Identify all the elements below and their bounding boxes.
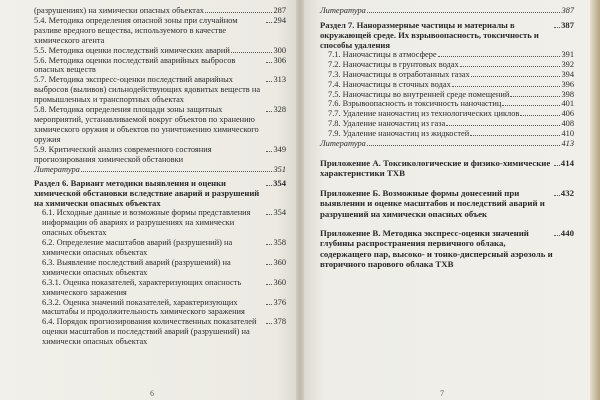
dot-leader — [502, 105, 560, 106]
dot-leader — [446, 125, 560, 126]
dot-leader — [367, 12, 561, 13]
dot-leader — [554, 195, 560, 196]
toc-entry-title: 7.5. Наночастицы во внутренней среде помещений — [328, 89, 510, 99]
page-number-left: 6 — [150, 389, 154, 398]
dot-leader — [367, 145, 561, 146]
toc-entry-title: 5.5. Методика оценки последствий химических аварий — [34, 45, 230, 55]
toc-entry — [320, 119, 574, 129]
toc-entry-title: 5.8. Методика определения площади зоны защитных мероприятий, устанавливаемой вокруг объектов по хранению химического оружия и объектов по уничтожению химического оружия — [34, 105, 259, 144]
toc-list-left — [34, 6, 286, 347]
toc-entry-page: 387 — [561, 6, 574, 15]
toc-entry-page: 398 — [561, 89, 574, 99]
toc-entry-title: Литература — [320, 6, 366, 15]
toc-entry — [34, 298, 286, 318]
toc-entry-page: 328 — [273, 105, 286, 115]
dot-leader — [266, 244, 272, 245]
toc-entry-page: 401 — [561, 99, 574, 109]
toc-entry-page: 406 — [561, 109, 574, 119]
toc-entry — [320, 80, 574, 90]
toc-entry — [34, 238, 286, 258]
toc-entry — [320, 139, 574, 149]
dot-leader — [205, 12, 272, 13]
book-edge-right — [590, 0, 600, 400]
toc-entry-page: 432 — [560, 187, 574, 198]
toc-entry-page: 287 — [273, 6, 286, 15]
toc-entry-page: 306 — [273, 55, 286, 65]
toc-entry — [320, 129, 574, 139]
right-page — [300, 0, 600, 400]
toc-entry-title: 5.7. Методика экспресс-оценки последствий аварийных выбросов (выливов) сильнодействующих ядовитых веществ на промышленных и транспортных объектах — [34, 75, 261, 105]
dot-leader — [231, 52, 273, 53]
toc-entry-title: Приложение В. Методика экспресс-оценки значений глубины распространения первичного облака, содержащего пар, высоко- и тонко-дисперсный аэрозоль и вторичного парового облака ТХВ — [320, 228, 553, 270]
toc-entry-title: 6.4. Порядок прогнозирования количественных показателей оценки масштабов и последствий аварий (разрушений) на химически опасных объектах — [42, 317, 257, 347]
toc-entry-title: 6.3. Выявление последствий аварий (разрушений) на химически опасных объектах — [42, 257, 231, 277]
dot-leader — [266, 151, 272, 152]
dot-leader — [266, 81, 272, 82]
toc-entry-title: 7.7. Удаление наночастиц из технологических циклов — [328, 109, 520, 119]
dot-leader — [266, 323, 272, 324]
dot-leader — [266, 22, 272, 23]
toc-entry-title: Литература — [34, 164, 80, 174]
dot-leader — [554, 235, 560, 236]
toc-entry-title: 5.4. Методика определения опасной зоны при случайном разливе вредного вещества, используемого в качестве химического агента — [34, 15, 238, 45]
toc-entry-title: 7.8. Удаление наночастиц из газа — [328, 119, 446, 129]
toc-entry-title: 7.3. Наночастицы в отработанных газах — [328, 69, 470, 79]
toc-entry-title: Приложение А. Токсикологические и физико-химические характеристики ТХВ — [320, 157, 551, 179]
toc-list-right — [320, 6, 574, 270]
toc-entry-title: 6.2. Определение масштабов аварий (разрушений) на химически опасных объектах — [42, 238, 233, 258]
toc-entry-title: 5.6. Методика оценки последствий аварийных выбросов опасных веществ — [34, 55, 236, 75]
toc-entry-title: Раздел 7. Наноразмерные частицы и материалы в окружающей среде. Их взрывоопасность, токсичность и способы удаления — [320, 19, 539, 50]
toc-entry — [320, 188, 574, 219]
toc-entry-title: 6.3.2. Оценка значений показателей, характеризующих масштабы и продолжительность химического заражения — [42, 297, 245, 317]
toc-entry-page: 294 — [273, 15, 286, 25]
dot-leader — [460, 66, 561, 67]
toc-entry-page: 313 — [273, 75, 286, 85]
dot-leader — [266, 264, 272, 265]
page-number-right: 7 — [440, 389, 444, 398]
toc-entry — [34, 178, 286, 208]
dot-leader — [470, 135, 560, 136]
toc-entry-page: 408 — [561, 119, 574, 129]
toc-entry-page: 351 — [273, 164, 286, 174]
dot-leader — [471, 76, 561, 77]
dot-leader — [266, 304, 272, 305]
toc-entry — [320, 50, 574, 60]
toc-entry-title: Приложение Б. Возможные формы донесений при выявлении и оценке масштабов и последствий аварий и разрушений на химически опасных объек — [320, 187, 545, 219]
toc-entry — [34, 16, 286, 46]
dot-leader — [554, 165, 560, 166]
toc-entry — [34, 46, 286, 56]
toc-entry — [34, 278, 286, 298]
toc-entry-page: 360 — [273, 257, 286, 267]
toc-entry-page: 349 — [273, 144, 286, 154]
toc-entry — [34, 105, 286, 145]
dot-leader — [554, 27, 560, 28]
toc-entry-page: 300 — [273, 45, 286, 55]
dot-leader — [438, 56, 561, 57]
dot-leader — [266, 111, 272, 112]
toc-entry-page: 410 — [561, 129, 574, 139]
toc-entry — [320, 60, 574, 70]
toc-entry-page: 354 — [273, 178, 286, 189]
toc-entry-title: 6.3.1. Оценка показателей, характеризующих опасность химического заражения — [42, 277, 242, 297]
toc-entry — [320, 158, 574, 179]
toc-entry-title: Литература — [320, 139, 366, 149]
book-gutter — [296, 0, 304, 400]
toc-entry — [320, 70, 574, 80]
toc-entry-title: 7.6. Взрывоопасность и токсичность наночастиц — [328, 99, 502, 109]
dot-leader — [266, 185, 272, 186]
toc-entry-page: 378 — [273, 317, 286, 327]
toc-entry-page: 396 — [561, 79, 574, 89]
toc-entry-page: 414 — [560, 157, 574, 168]
toc-entry — [320, 90, 574, 100]
toc-entry — [34, 6, 286, 16]
toc-entry — [34, 317, 286, 347]
dot-leader — [266, 62, 272, 63]
toc-entry — [320, 99, 574, 109]
toc-entry — [320, 109, 574, 119]
dot-leader — [81, 171, 273, 172]
toc-entry-title: (разрушениях) на химически опасных объектах — [34, 6, 204, 15]
toc-entry-page: 391 — [561, 49, 574, 59]
toc-entry — [34, 165, 286, 175]
toc-entry-title: Раздел 6. Вариант методики выявления и оценки химической обстановки вследствие аварий и разрушений на химически опасных объектах — [34, 178, 260, 209]
dot-leader — [510, 96, 560, 97]
toc-entry-page: 358 — [273, 238, 286, 248]
toc-entry-page: 360 — [273, 277, 286, 287]
dot-leader — [266, 284, 272, 285]
toc-entry-page: 392 — [561, 59, 574, 69]
toc-entry — [34, 208, 286, 238]
toc-entry-title: 7.4. Наночастицы в сточных водах — [328, 79, 451, 89]
toc-entry-title: 7.1. Наночастицы в атмосфере — [328, 49, 437, 59]
toc-entry-title: 7.9. Удаление наночастиц из жидкостей — [328, 129, 470, 139]
toc-entry — [34, 145, 286, 165]
dot-leader — [520, 115, 560, 116]
toc-entry-page: 440 — [560, 228, 574, 238]
toc-entry-page: 376 — [273, 297, 286, 307]
toc-entry-page: 394 — [561, 69, 574, 79]
toc-entry-title: 7.2. Наночастицы в грунтовых водах — [328, 59, 459, 69]
toc-entry-title: 5.9. Критический анализ современного состояния прогнозирования химической обстановки — [34, 144, 212, 164]
toc-entry-page: 354 — [273, 208, 286, 218]
toc-entry — [34, 75, 286, 105]
toc-entry-title: 6.1. Исходные данные и возможные формы представления информации об авариях и разрушениях на химически опасных объектах — [42, 208, 251, 238]
toc-entry-page: 387 — [561, 19, 574, 30]
toc-entry — [34, 56, 286, 76]
dot-leader — [266, 214, 272, 215]
toc-entry — [320, 228, 574, 270]
dot-leader — [452, 86, 561, 87]
toc-entry — [320, 20, 574, 50]
toc-entry-page: 413 — [561, 139, 574, 149]
toc-entry — [34, 258, 286, 278]
toc-entry — [320, 6, 574, 16]
